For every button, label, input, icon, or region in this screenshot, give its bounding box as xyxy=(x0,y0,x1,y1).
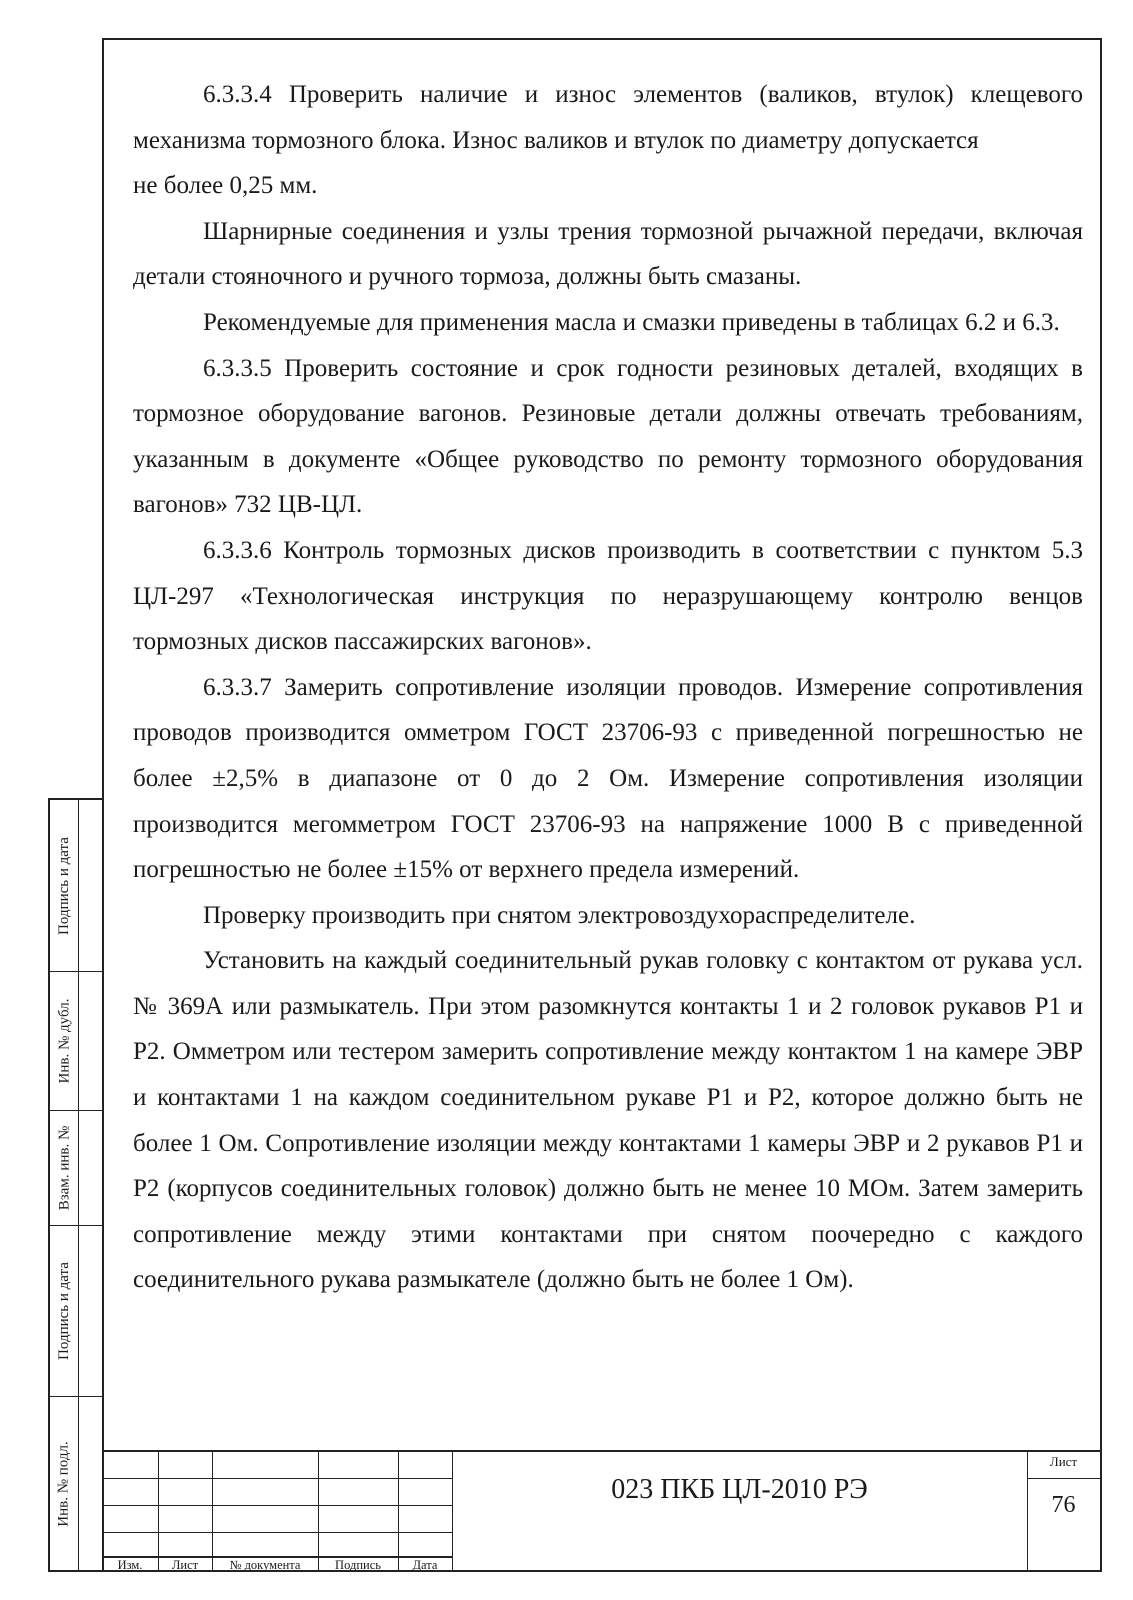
header-list: Лист xyxy=(171,1558,199,1572)
title-block-divider xyxy=(212,1452,213,1572)
document-body xyxy=(133,72,1083,1303)
paragraph-lubricants: Рекомендуемые для применения масла и смазки приведены в таблицах 6.2 и 6.3. xyxy=(203,308,1060,336)
strip-label: Взам. инв. № xyxy=(56,1125,72,1210)
title-block-divider xyxy=(102,1532,452,1533)
strip-cell-signature-date-bottom xyxy=(50,1225,78,1396)
title-block-divider xyxy=(102,1478,452,1479)
paragraph-continuation: не более 0,25 мм. xyxy=(133,172,318,200)
document-designation: 023 ПКБ ЦЛ-2010 РЭ xyxy=(611,1474,868,1505)
title-block-divider xyxy=(158,1452,159,1572)
strip-cell-inv-podl xyxy=(50,1396,78,1572)
paragraph-6-3-3-7: 6.3.3.7 Замерить сопротивление изоляции проводов. Измерение сопротивления проводов производится омметром ГОСТ 23706-93 с приведенной погрешностью не более ±2,5% в диапазоне от 0 до 2 Ом. Измерение сопротивления изоляции производится мегомметром ГОСТ 23706-93 на напряжение 1000 В с приведенной погрешностью не более ±15% от верхнего предела измерений. xyxy=(133,673,1083,884)
paragraph-install-head: Установить на каждый соединительный рукав головку с контактом от рукава усл. № 369А или размыкатель. При этом разомкнутся контакты 1 и 2 головок рукавов Р1 и Р2. Омметром или тестером замерить сопротивление между контактом 1 на камере ЭВР и контактами 1 на каждом соединительном рукаве Р1 и Р2, которое должно быть не более 1 Ом. Сопротивление изоляции между контактами 1 камеры ЭВР и 2 рукавов Р1 и Р2 (корпусов соединительных головок) должно быть не менее 10 МОм. Затем замерить сопротивление между этими контактами при снятом поочередно с каждого соединительного рукава размыкателе (должно быть не более 1 Ом). xyxy=(133,947,1083,1294)
paragraph-6-3-3-5: 6.3.3.5 Проверить состояние и срок годности резиновых деталей, входящих в тормозное оборудование вагонов. Резиновые детали должны отвечать требованиям, указанным в документе «Общее руководство по ремонту тормозного оборудования вагонов» 732 ЦВ-ЦЛ. xyxy=(133,354,1083,519)
header-document-number: № документа xyxy=(229,1558,301,1572)
title-block-divider xyxy=(1027,1478,1102,1479)
title-block-divider xyxy=(398,1452,399,1572)
strip-cell-signature-date-top xyxy=(50,800,78,971)
paragraph-6-3-3-6: 6.3.3.6 Контроль тормозных дисков производить в соответствии с пунктом 5.3 ЦЛ-297 «Технологическая инструкция по неразрушающему контролю венцов тормозных дисков пассажирских вагонов». xyxy=(133,536,1083,656)
side-stamp-strip xyxy=(48,798,104,1572)
strip-label: Подпись и дата xyxy=(56,1261,73,1360)
paragraph-check-condition: Проверку производить при снятом электровоздухораспределителе. xyxy=(203,901,916,929)
header-signature: Подпись xyxy=(335,1558,381,1572)
sheet-label: Лист xyxy=(1049,1454,1078,1469)
strip-label: Инв. № подл. xyxy=(56,1441,72,1527)
strip-label: Инв. № дубл. xyxy=(56,998,72,1083)
strip-cell-vzam-inv xyxy=(50,1110,78,1225)
header-izm: Изм. xyxy=(117,1558,143,1572)
title-block-divider xyxy=(452,1452,453,1572)
sheet-number: 76 xyxy=(1051,1492,1076,1518)
strip-cell-inv-dubl xyxy=(50,971,78,1110)
strip-divider xyxy=(78,800,79,1570)
title-block-divider xyxy=(318,1452,319,1572)
title-block xyxy=(102,1450,1102,1572)
strip-label: Подпись и дата xyxy=(56,836,73,935)
paragraph-hinged-joints: Шарнирные соединения и узлы трения тормозной рычажной передачи, включая детали стояночного и ручного тормоза, должны быть смазаны. xyxy=(133,217,1083,291)
title-block-divider xyxy=(102,1505,452,1506)
paragraph-6-3-3-4: 6.3.3.4 Проверить наличие и износ элементов (валиков, втулок) клещевого механизма тормозного блока. Износ валиков и втулок по диаметру допускается xyxy=(133,81,1083,154)
header-date: Дата xyxy=(412,1558,438,1572)
